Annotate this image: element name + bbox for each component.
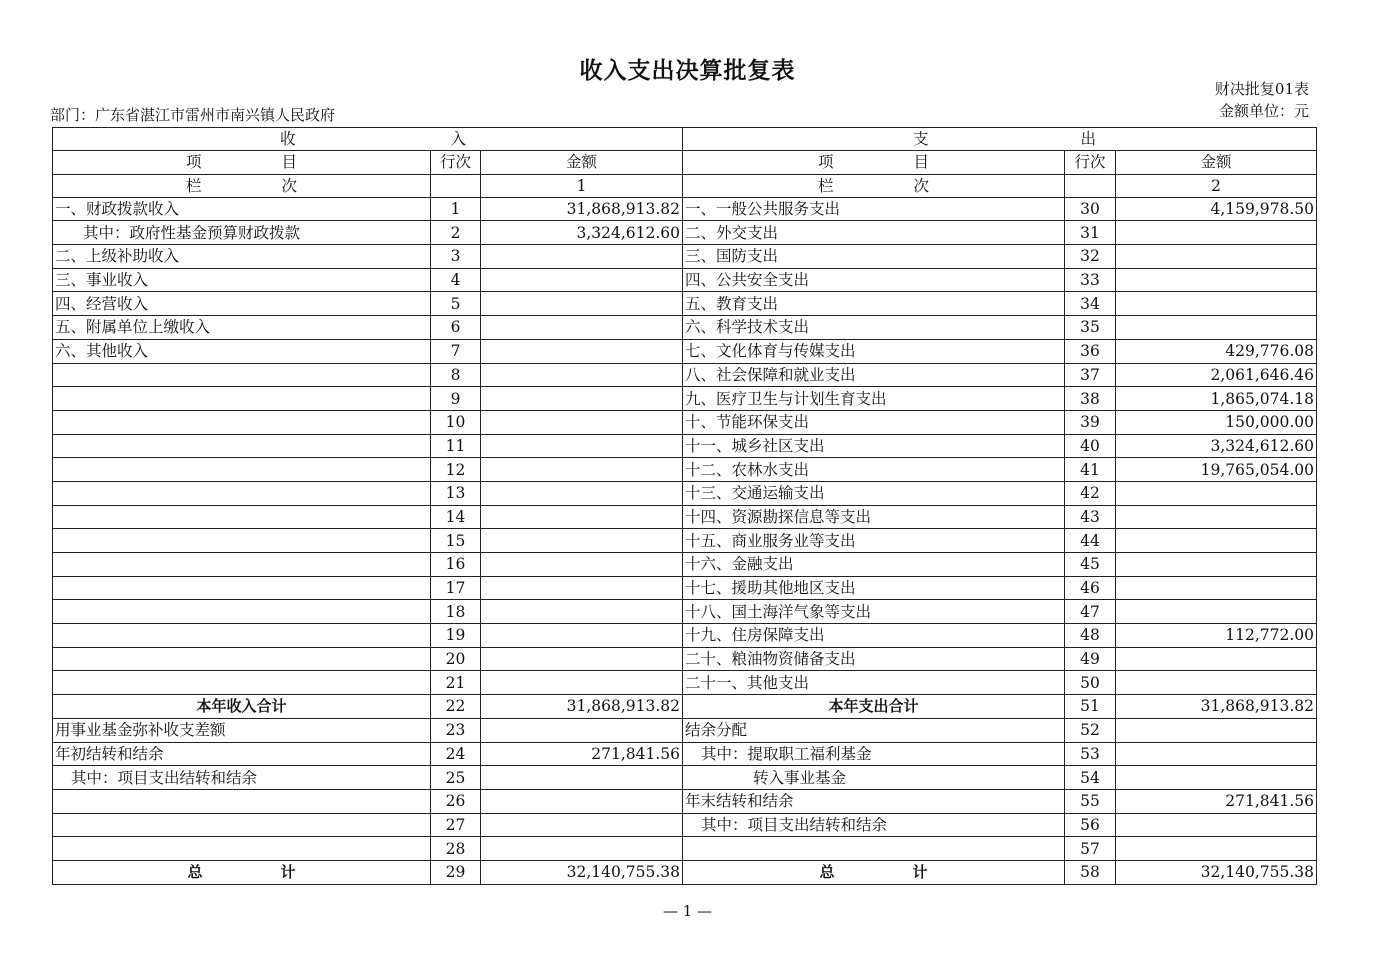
income-item-label <box>53 600 431 624</box>
table-row <box>53 695 1317 719</box>
expense-row-no: 58 <box>1065 860 1116 884</box>
table-row <box>53 766 1317 790</box>
income-row-no: 27 <box>431 813 481 837</box>
table-row <box>53 647 1317 671</box>
income-row-no: 9 <box>431 387 481 411</box>
expense-item-label: 十、节能环保支出 <box>683 410 1065 434</box>
income-amount: 32,140,755.38 <box>481 860 683 884</box>
income-amount <box>481 647 683 671</box>
income-row-no: 8 <box>431 363 481 387</box>
expense-section-header <box>683 128 1317 151</box>
income-amount <box>481 553 683 577</box>
expense-item-label: 七、文化体育与传媒支出 <box>683 339 1065 363</box>
header-row-section <box>53 128 1317 151</box>
income-amount-header: 金额 <box>481 151 683 175</box>
income-row-no: 24 <box>431 742 481 766</box>
table-row <box>53 363 1317 387</box>
expense-row-no: 51 <box>1065 695 1116 719</box>
income-row-no: 15 <box>431 529 481 553</box>
expense-row-no: 47 <box>1065 600 1116 624</box>
expense-amount: 271,841.56 <box>1116 789 1317 813</box>
expense-amount: 32,140,755.38 <box>1116 860 1317 884</box>
expense-row-no: 38 <box>1065 387 1116 411</box>
income-item-label: 用事业基金弥补收支差额 <box>53 718 431 742</box>
expense-row-no: 32 <box>1065 245 1116 269</box>
table-row <box>53 434 1317 458</box>
expense-col-index: 2 <box>1116 174 1317 198</box>
income-item-label <box>53 813 431 837</box>
income-amount <box>481 837 683 861</box>
table-row <box>53 837 1317 861</box>
income-item-label: 二、上级补助收入 <box>53 245 431 269</box>
expense-item-label: 其中：项目支出结转和结余 <box>683 813 1065 837</box>
table-row <box>53 860 1317 884</box>
table-row <box>53 553 1317 577</box>
expense-row-no: 42 <box>1065 481 1116 505</box>
expense-amount <box>1116 671 1317 695</box>
income-item-label: 五、附属单位上缴收入 <box>53 316 431 340</box>
table-row <box>53 292 1317 316</box>
income-item-label <box>53 837 431 861</box>
expense-header-char-a: 支 <box>913 130 929 148</box>
department-label: 部门：广东省湛江市雷州市南兴镇人民政府 <box>50 106 336 124</box>
expense-item-label: 一、一般公共服务支出 <box>683 198 1065 221</box>
expense-item-label: 二、外交支出 <box>683 221 1065 245</box>
expense-amount <box>1116 221 1317 245</box>
income-amount <box>481 387 683 411</box>
expense-amount: 150,000.00 <box>1116 410 1317 434</box>
expense-row-no: 45 <box>1065 553 1116 577</box>
table-row <box>53 221 1317 245</box>
table-row <box>53 576 1317 600</box>
expense-item-header: 项 目 <box>683 151 1065 175</box>
expense-item-label: 四、公共安全支出 <box>683 268 1065 292</box>
expense-row-no: 41 <box>1065 458 1116 482</box>
income-amount <box>481 671 683 695</box>
income-amount: 3,324,612.60 <box>481 221 683 245</box>
expense-amount-header: 金额 <box>1116 151 1317 175</box>
table-row <box>53 718 1317 742</box>
income-row-no: 4 <box>431 268 481 292</box>
income-row-no: 20 <box>431 647 481 671</box>
expense-amount <box>1116 742 1317 766</box>
income-section-header <box>53 128 683 151</box>
header-row-column-index <box>53 174 1317 198</box>
expense-amount: 1,865,074.18 <box>1116 387 1317 411</box>
table-row <box>53 339 1317 363</box>
expense-row-no: 54 <box>1065 766 1116 790</box>
expense-item-label: 结余分配 <box>683 718 1065 742</box>
income-item-label <box>53 576 431 600</box>
expense-amount: 3,324,612.60 <box>1116 434 1317 458</box>
expense-item-label: 十九、住房保障支出 <box>683 624 1065 648</box>
income-amount <box>481 245 683 269</box>
table-row <box>53 458 1317 482</box>
income-amount <box>481 576 683 600</box>
income-item-label <box>53 789 431 813</box>
expense-amount <box>1116 576 1317 600</box>
expense-row-no: 57 <box>1065 837 1116 861</box>
income-item-label <box>53 624 431 648</box>
expense-item-label: 二十一、其他支出 <box>683 671 1065 695</box>
income-item-label: 本年收入合计 <box>53 695 431 719</box>
expense-item-label: 十三、交通运输支出 <box>683 481 1065 505</box>
expense-amount <box>1116 245 1317 269</box>
income-header-char-b: 入 <box>450 130 466 148</box>
income-item-label <box>53 434 431 458</box>
expense-amount <box>1116 268 1317 292</box>
income-header-char-a: 收 <box>280 130 296 148</box>
expense-amount: 112,772.00 <box>1116 624 1317 648</box>
income-row-no: 28 <box>431 837 481 861</box>
expense-item-label: 十五、商业服务业等支出 <box>683 529 1065 553</box>
income-row-no: 1 <box>431 198 481 221</box>
expense-item-label: 本年支出合计 <box>683 695 1065 719</box>
income-amount <box>481 292 683 316</box>
table-row <box>53 813 1317 837</box>
table-row <box>53 671 1317 695</box>
income-row-no: 12 <box>431 458 481 482</box>
amount-unit: 金额单位：元 <box>1218 102 1309 120</box>
income-item-label <box>53 529 431 553</box>
expense-amount <box>1116 529 1317 553</box>
income-item-label <box>53 458 431 482</box>
income-item-label <box>53 481 431 505</box>
income-amount <box>481 458 683 482</box>
expense-item-label: 九、医疗卫生与计划生育支出 <box>683 387 1065 411</box>
income-total-label: 总 计 <box>53 860 431 884</box>
expense-row-no: 49 <box>1065 647 1116 671</box>
income-row-no: 5 <box>431 292 481 316</box>
income-item-label: 一、财政拨款收入 <box>53 198 431 221</box>
income-item-label <box>53 363 431 387</box>
expense-row-no: 46 <box>1065 576 1116 600</box>
income-col-index: 1 <box>481 174 683 198</box>
expense-row-no: 40 <box>1065 434 1116 458</box>
expense-amount <box>1116 766 1317 790</box>
income-row-no: 10 <box>431 410 481 434</box>
expense-item-label: 八、社会保障和就业支出 <box>683 363 1065 387</box>
income-row-no: 18 <box>431 600 481 624</box>
expense-row-no: 55 <box>1065 789 1116 813</box>
page-number: — 1 — <box>662 902 713 920</box>
expense-item-label <box>683 837 1065 861</box>
income-row-no: 3 <box>431 245 481 269</box>
expense-item-label: 十四、资源勘探信息等支出 <box>683 505 1065 529</box>
table-row <box>53 529 1317 553</box>
expense-amount <box>1116 292 1317 316</box>
expense-row-no: 50 <box>1065 671 1116 695</box>
expense-item-label: 十八、国土海洋气象等支出 <box>683 600 1065 624</box>
income-amount <box>481 316 683 340</box>
expense-amount <box>1116 553 1317 577</box>
table-row <box>53 742 1317 766</box>
income-row-no: 26 <box>431 789 481 813</box>
expense-row-no: 36 <box>1065 339 1116 363</box>
expense-total-label: 总 计 <box>683 860 1065 884</box>
income-amount <box>481 624 683 648</box>
income-row-no: 2 <box>431 221 481 245</box>
header-row-columns <box>53 151 1317 175</box>
table-row <box>53 789 1317 813</box>
expense-header-char-b: 出 <box>1080 130 1096 148</box>
income-amount <box>481 529 683 553</box>
income-amount: 31,868,913.82 <box>481 695 683 719</box>
income-row-no: 29 <box>431 860 481 884</box>
table-row <box>53 481 1317 505</box>
income-row-no: 14 <box>431 505 481 529</box>
expense-row-no: 39 <box>1065 410 1116 434</box>
expense-item-label: 五、教育支出 <box>683 292 1065 316</box>
income-amount <box>481 789 683 813</box>
expense-amount: 31,868,913.82 <box>1116 695 1317 719</box>
income-amount <box>481 766 683 790</box>
expense-row-no: 34 <box>1065 292 1116 316</box>
income-item-label: 其中：政府性基金预算财政拨款 <box>53 221 431 245</box>
income-item-label <box>53 553 431 577</box>
income-rowno-header: 行次 <box>431 151 481 175</box>
expense-amount <box>1116 481 1317 505</box>
table-row <box>53 624 1317 648</box>
expense-row-no: 37 <box>1065 363 1116 387</box>
table-row <box>53 600 1317 624</box>
income-amount <box>481 434 683 458</box>
expense-amount <box>1116 813 1317 837</box>
expense-row-no: 35 <box>1065 316 1116 340</box>
table-row <box>53 387 1317 411</box>
income-amount: 31,868,913.82 <box>481 198 683 221</box>
page-title: 收入支出决算批复表 <box>579 58 796 84</box>
expense-row-no: 44 <box>1065 529 1116 553</box>
income-item-label <box>53 410 431 434</box>
expense-amount <box>1116 316 1317 340</box>
table-row <box>53 505 1317 529</box>
income-amount: 271,841.56 <box>481 742 683 766</box>
expense-item-label: 三、国防支出 <box>683 245 1065 269</box>
income-amount <box>481 481 683 505</box>
expense-amount <box>1116 505 1317 529</box>
income-row-no: 19 <box>431 624 481 648</box>
expense-rowno-header: 行次 <box>1065 151 1116 175</box>
expense-item-label: 二十、粮油物资储备支出 <box>683 647 1065 671</box>
expense-row-no: 52 <box>1065 718 1116 742</box>
expense-amount: 429,776.08 <box>1116 339 1317 363</box>
expense-item-label: 六、科学技术支出 <box>683 316 1065 340</box>
expense-item-label: 十七、援助其他地区支出 <box>683 576 1065 600</box>
income-amount <box>481 363 683 387</box>
income-row-no: 22 <box>431 695 481 719</box>
income-row-no: 23 <box>431 718 481 742</box>
income-item-label <box>53 671 431 695</box>
expense-item-label: 转入事业基金 <box>683 766 1065 790</box>
income-item-label: 年初结转和结余 <box>53 742 431 766</box>
expense-amount <box>1116 837 1317 861</box>
expense-row-no: 56 <box>1065 813 1116 837</box>
income-amount <box>481 505 683 529</box>
table-row <box>53 245 1317 269</box>
expense-amount <box>1116 647 1317 671</box>
income-row-no: 17 <box>431 576 481 600</box>
table-row <box>53 268 1317 292</box>
income-row-no: 25 <box>431 766 481 790</box>
expense-row-no: 33 <box>1065 268 1116 292</box>
income-amount <box>481 718 683 742</box>
expense-amount <box>1116 718 1317 742</box>
income-item-label <box>53 505 431 529</box>
income-amount <box>481 268 683 292</box>
income-row-no: 13 <box>431 481 481 505</box>
expense-item-label: 十六、金融支出 <box>683 553 1065 577</box>
table-row <box>53 198 1317 221</box>
expense-row-no: 53 <box>1065 742 1116 766</box>
expense-col-index-label: 栏 次 <box>683 174 1065 198</box>
income-row-no: 16 <box>431 553 481 577</box>
table-row <box>53 316 1317 340</box>
expense-row-no: 43 <box>1065 505 1116 529</box>
income-item-label: 六、其他收入 <box>53 339 431 363</box>
expense-row-no: 31 <box>1065 221 1116 245</box>
income-amount <box>481 410 683 434</box>
expense-amount: 4,159,978.50 <box>1116 198 1317 221</box>
expense-amount: 19,765,054.00 <box>1116 458 1317 482</box>
income-item-label: 三、事业收入 <box>53 268 431 292</box>
form-number: 财决批复01表 <box>1214 80 1309 98</box>
income-row-no: 21 <box>431 671 481 695</box>
settlement-table <box>52 127 1317 885</box>
income-amount <box>481 339 683 363</box>
income-item-label: 四、经营收入 <box>53 292 431 316</box>
income-amount <box>481 813 683 837</box>
income-item-header: 项 目 <box>53 151 431 175</box>
expense-item-label: 十一、城乡社区支出 <box>683 434 1065 458</box>
table-row <box>53 410 1317 434</box>
income-amount <box>481 600 683 624</box>
income-col-index-label: 栏 次 <box>53 174 431 198</box>
income-item-label <box>53 647 431 671</box>
income-item-label <box>53 387 431 411</box>
expense-item-label: 其中：提取职工福利基金 <box>683 742 1065 766</box>
expense-row-no: 30 <box>1065 198 1116 221</box>
income-row-no: 11 <box>431 434 481 458</box>
expense-row-no: 48 <box>1065 624 1116 648</box>
income-item-label: 其中：项目支出结转和结余 <box>53 766 431 790</box>
income-row-no: 7 <box>431 339 481 363</box>
expense-amount: 2,061,646.46 <box>1116 363 1317 387</box>
expense-item-label: 年末结转和结余 <box>683 789 1065 813</box>
income-row-no: 6 <box>431 316 481 340</box>
expense-amount <box>1116 600 1317 624</box>
expense-item-label: 十二、农林水支出 <box>683 458 1065 482</box>
